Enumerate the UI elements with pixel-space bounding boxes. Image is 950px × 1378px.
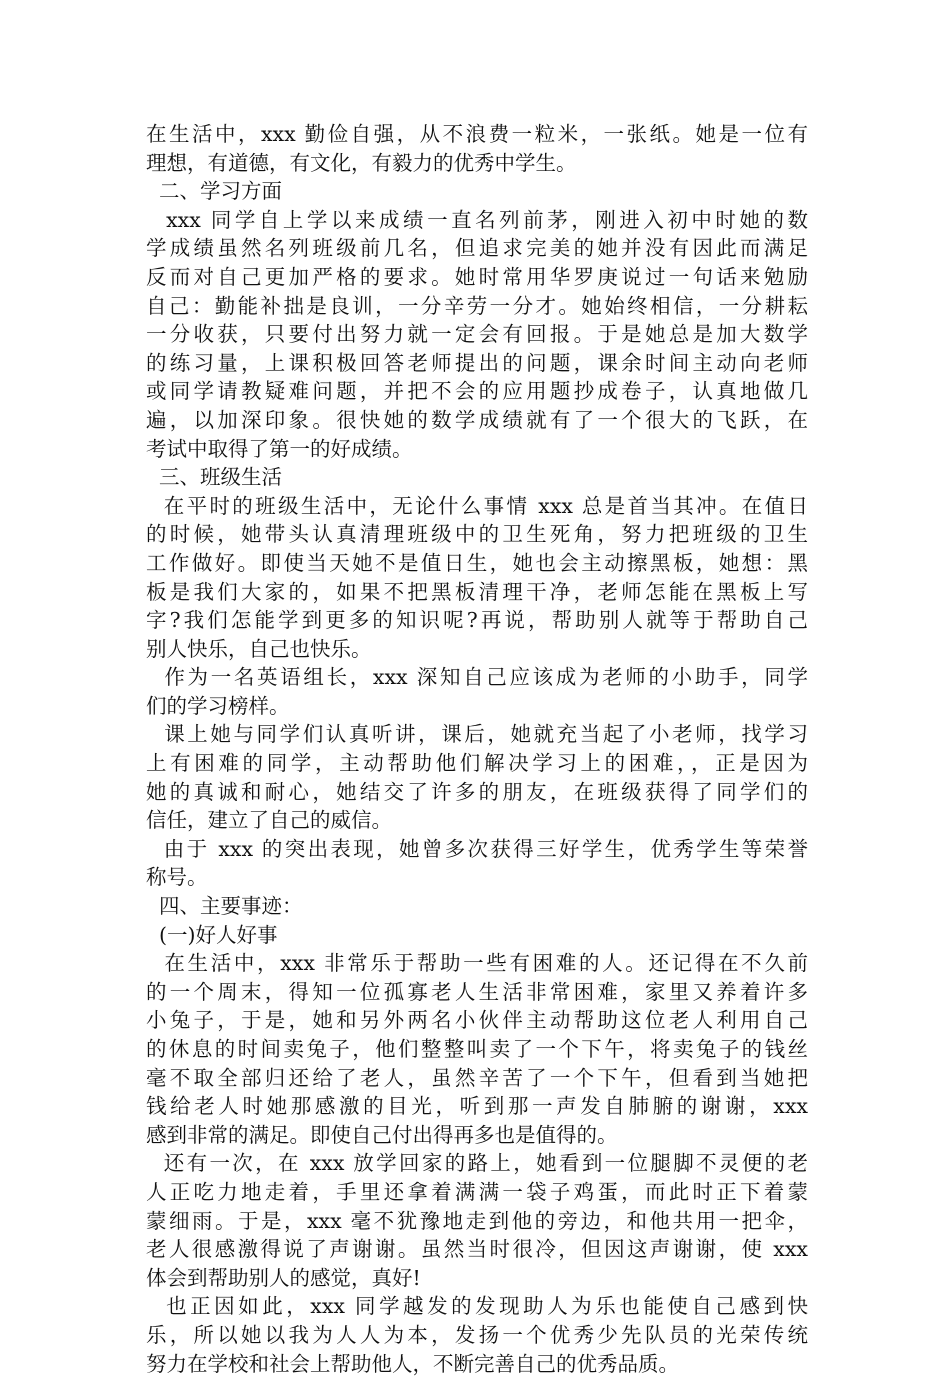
text-line: 感到非常的满足。即使自己付出得再多也是值得的。 [146, 1122, 618, 1147]
text-line: 们的学习榜样。 [146, 693, 290, 718]
text-line: 也正因如此，xxx 同学越发的发现助人为乐也能使自己感到快 [146, 1294, 808, 1319]
text-line: 反而对自己更加严格的要求。她时常用华罗庚说过一句话来勉励 [146, 264, 808, 289]
text-line: 的练习量，上课积极回答老师提出的问题，课余时间主动向老师 [146, 350, 808, 375]
text-line: 板是我们大家的，如果不把黑板清理干净，老师怎能在黑板上写 [146, 579, 808, 604]
text-line: 上有困难的同学，主动帮助他们解决学习上的困难，，正是因为 [146, 751, 808, 776]
text-line: xxx 同学自上学以来成绩一直名列前茅，刚进入初中时她的数 [146, 207, 808, 232]
text-line: 还有一次，在 xxx 放学回家的路上，她看到一位腿脚不灵便的老 [146, 1151, 808, 1176]
text-line: 考试中取得了第一的好成绩。 [146, 436, 413, 461]
text-line: 毫不取全部归还给了老人，虽然辛苦了一个下午，但看到当她把 [146, 1065, 808, 1090]
text-line: 她的真诚和耐心，她结交了许多的朋友，在班级获得了同学们的 [146, 779, 808, 804]
text-line: 在平时的班级生活中，无论什么事情 xxx 总是首当其冲。在值日 [146, 493, 808, 518]
text-line: 自己：勤能补拙是良训，一分辛劳一分才。她始终相信，一分耕耘 [146, 293, 808, 318]
text-line: 在生活中，xxx 非常乐于帮助一些有困难的人。还记得在不久前 [146, 951, 808, 976]
text-line: 信任，建立了自己的威信。 [146, 808, 392, 833]
text-line: 体会到帮助别人的感觉，真好! [146, 1265, 421, 1290]
text-line: 的时候，她带头认真清理班级中的卫生死角，努力把班级的卫生 [146, 522, 808, 547]
document-body [146, 120, 808, 1378]
text-line: 钱给老人时她那感激的目光，听到那一声发自肺腑的谢谢，xxx [146, 1094, 808, 1119]
text-line: 由于 xxx 的突出表现，她曾多次获得三好学生，优秀学生等荣誉 [146, 836, 808, 861]
text-line: 字?我们怎能学到更多的知识呢?再说，帮助别人就等于帮助自己 [146, 608, 808, 633]
text-line: 课上她与同学们认真听讲，课后，她就充当起了小老师，找学习 [146, 722, 808, 747]
text-line: 蒙细雨。于是，xxx 毫不犹豫地走到他的旁边，和他共用一把伞， [146, 1208, 808, 1233]
text-line: 理想，有道德，有文化，有毅力的优秀中学生。 [146, 150, 577, 175]
text-line: 作为一名英语组长，xxx 深知自己应该成为老师的小助手，同学 [146, 665, 808, 690]
text-line: 一分收获，只要付出努力就一定会有回报。于是她总是加大数学 [146, 322, 808, 347]
text-line: 小兔子，于是，她和另外两名小伙伴主动帮助这位老人利用自己 [146, 1008, 808, 1033]
text-line: 人正吃力地走着，手里还拿着满满一袋子鸡蛋，而此时正下着蒙 [146, 1179, 808, 1204]
text-line: 遍，以加深印象。很快她的数学成绩就有了一个很大的飞跃，在 [146, 407, 808, 432]
text-line: 称号。 [146, 865, 208, 890]
text-line: 别人快乐，自己也快乐。 [146, 636, 372, 661]
text-line: 老人很感激得说了声谢谢。虽然当时很冷，但因这声谢谢，使 xxx [146, 1237, 808, 1262]
text-line: 的休息的时间卖兔子，他们整整叫卖了一个下午，将卖兔子的钱丝 [146, 1037, 808, 1061]
text-line: 乐，所以她以我为人人为本，发扬一个优秀少先队员的光荣传统 [146, 1322, 808, 1347]
text-line: (一)好人好事 [146, 922, 278, 947]
text-line: 工作做好。即使当天她不是值日生，她也会主动擦黑板，她想：黑 [146, 550, 808, 575]
text-line: 的一个周末，得知一位孤寡老人生活非常困难，家里又养着许多 [146, 979, 808, 1004]
text-line: 努力在学校和社会上帮助他人，不断完善自己的优秀品质。 [146, 1351, 679, 1376]
text-line: 或同学请教疑难问题，并把不会的应用题抄成卷子，认真地做几 [146, 379, 808, 404]
text-line: 三、班级生活 [146, 465, 283, 490]
text-line: 在生活中，xxx 勤俭自强，从不浪费一粒米，一张纸。她是一位有 [146, 122, 808, 146]
text-line: 学成绩虽然名列班级前几名，但追求完美的她并没有因此而满足 [146, 236, 808, 261]
text-line: 四、主要事迹： [146, 894, 303, 919]
text-line: 二、学习方面 [146, 179, 283, 204]
